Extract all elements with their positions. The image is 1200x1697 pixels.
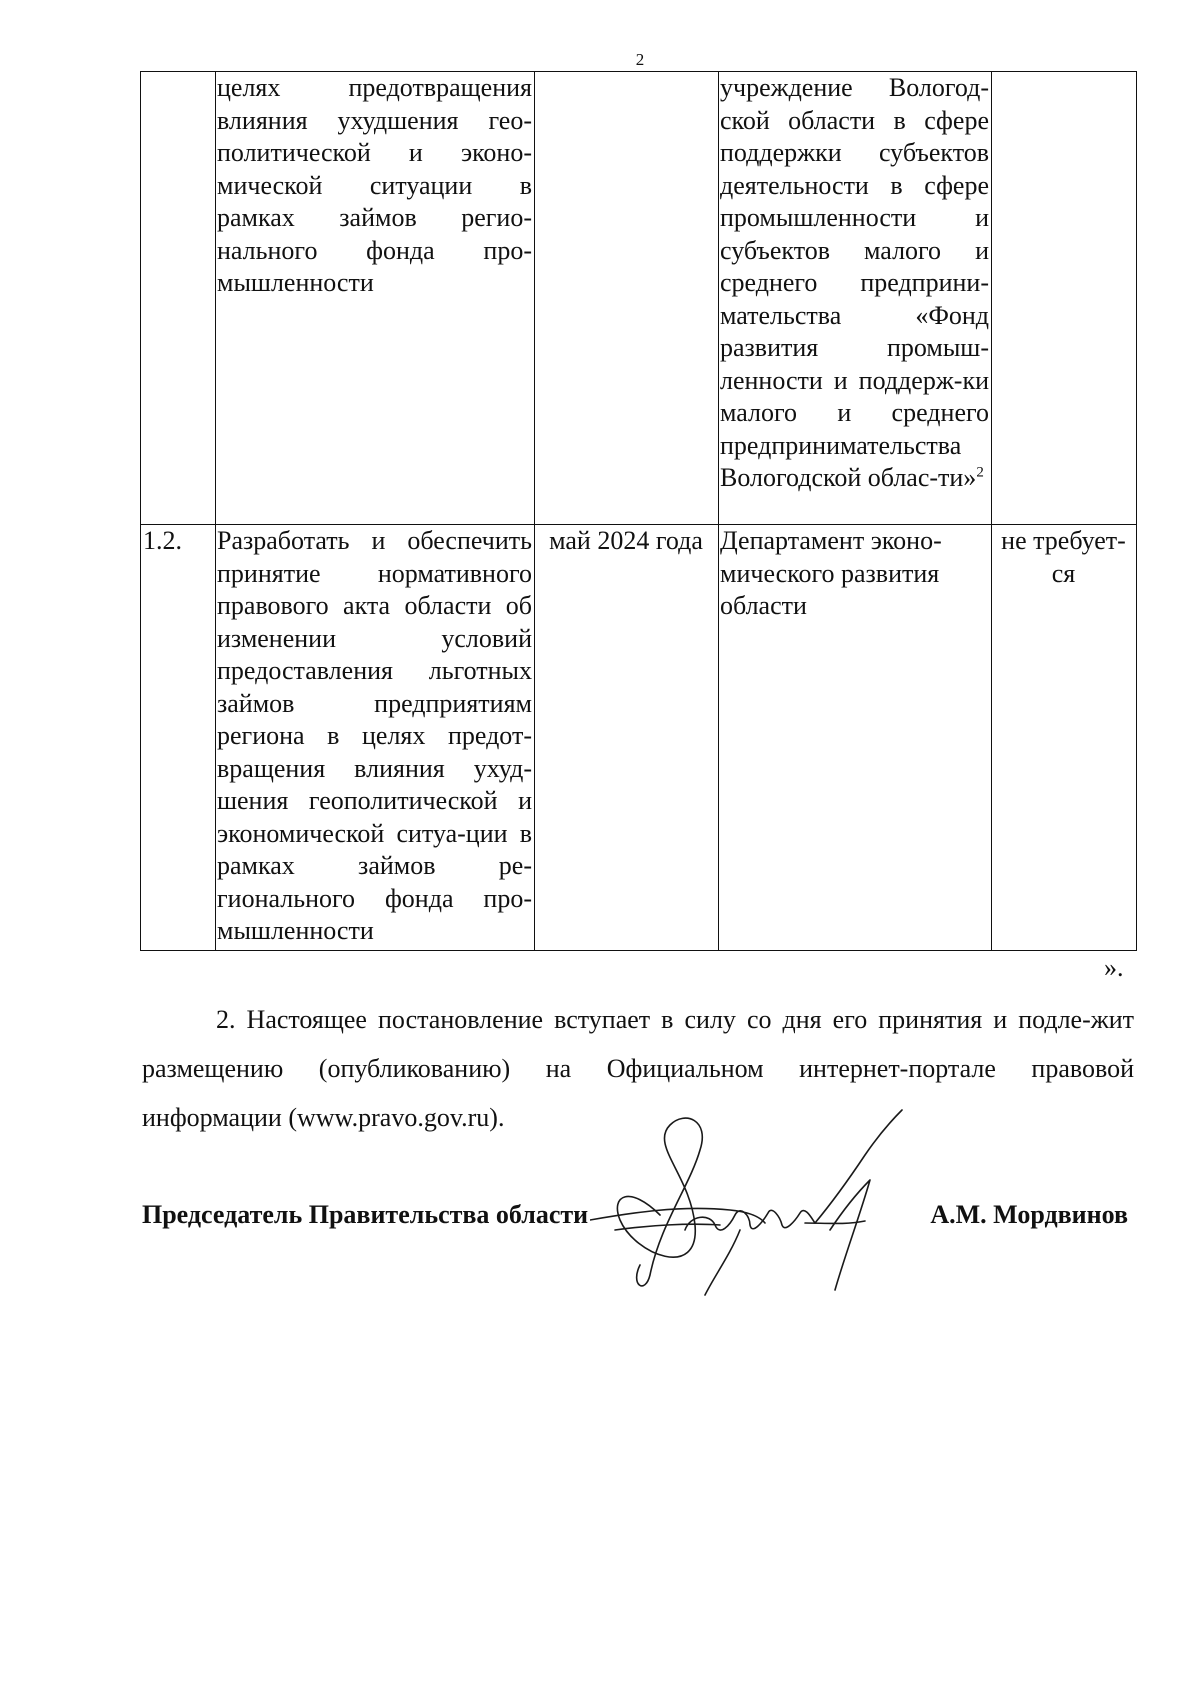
task-cell	[216, 525, 535, 951]
responsible-cell	[719, 72, 992, 525]
funding-text: не требует-ся	[1001, 526, 1126, 588]
table-closing-quote: ».	[1104, 953, 1124, 982]
funding-cell	[992, 525, 1137, 951]
page-number: 2	[635, 50, 645, 69]
responsible-text	[719, 525, 991, 623]
task-text: целях предотвращения влияния ухудшения гео-политической и эконо-мической ситуации в рамках займов регио-нального фонда про-мышленности	[217, 73, 532, 297]
decree-paragraph: 2. Настоящее постановление вступает в силу со дня его принятия и подле-жит размещению (опубликованию) на Официальном интернет-портале правовой информации (www.pravo.gov.ru).	[142, 1005, 1134, 1132]
signatory-position: Председатель Правительства области	[142, 1200, 589, 1229]
table-row	[141, 72, 1137, 525]
task-text: Разработать и обеспечить принятие нормативного правового акта области об изменении условий предоставления льготных займов предприятиям региона в целях предот-вращения влияния ухуд-шения геополитической и экономической ситуа-ции в рамках займов ре-гионального фонда про-мышленности	[217, 526, 532, 945]
row-number-cell: 1.2.	[141, 525, 216, 951]
responsible-name: учреждение Вологод-ской области в сфере поддержки субъектов деятельности в сфере промышленности и субъектов малого и среднего предприни-мательства «Фонд развития промыш-ленности и поддерж-ки малого и среднего предпринимательства Вологодской облас-ти»	[720, 73, 989, 492]
deadline-cell	[535, 525, 719, 951]
row-number-cell	[141, 72, 216, 525]
responsible-text	[719, 72, 991, 495]
deadline-cell	[535, 72, 719, 525]
footnote-marker: 2	[976, 464, 984, 481]
responsible-name: Департамент эконо-мического развития области	[720, 526, 942, 620]
responsible-cell	[719, 525, 992, 951]
task-cell	[216, 72, 535, 525]
handwritten-signature-icon	[590, 1105, 920, 1305]
table-row	[141, 525, 1137, 951]
signatory-name: А.М. Мордвинов	[930, 1200, 1128, 1229]
measures-table	[140, 71, 1137, 951]
deadline-text: май 2024 года	[549, 526, 703, 555]
funding-cell	[992, 72, 1137, 525]
